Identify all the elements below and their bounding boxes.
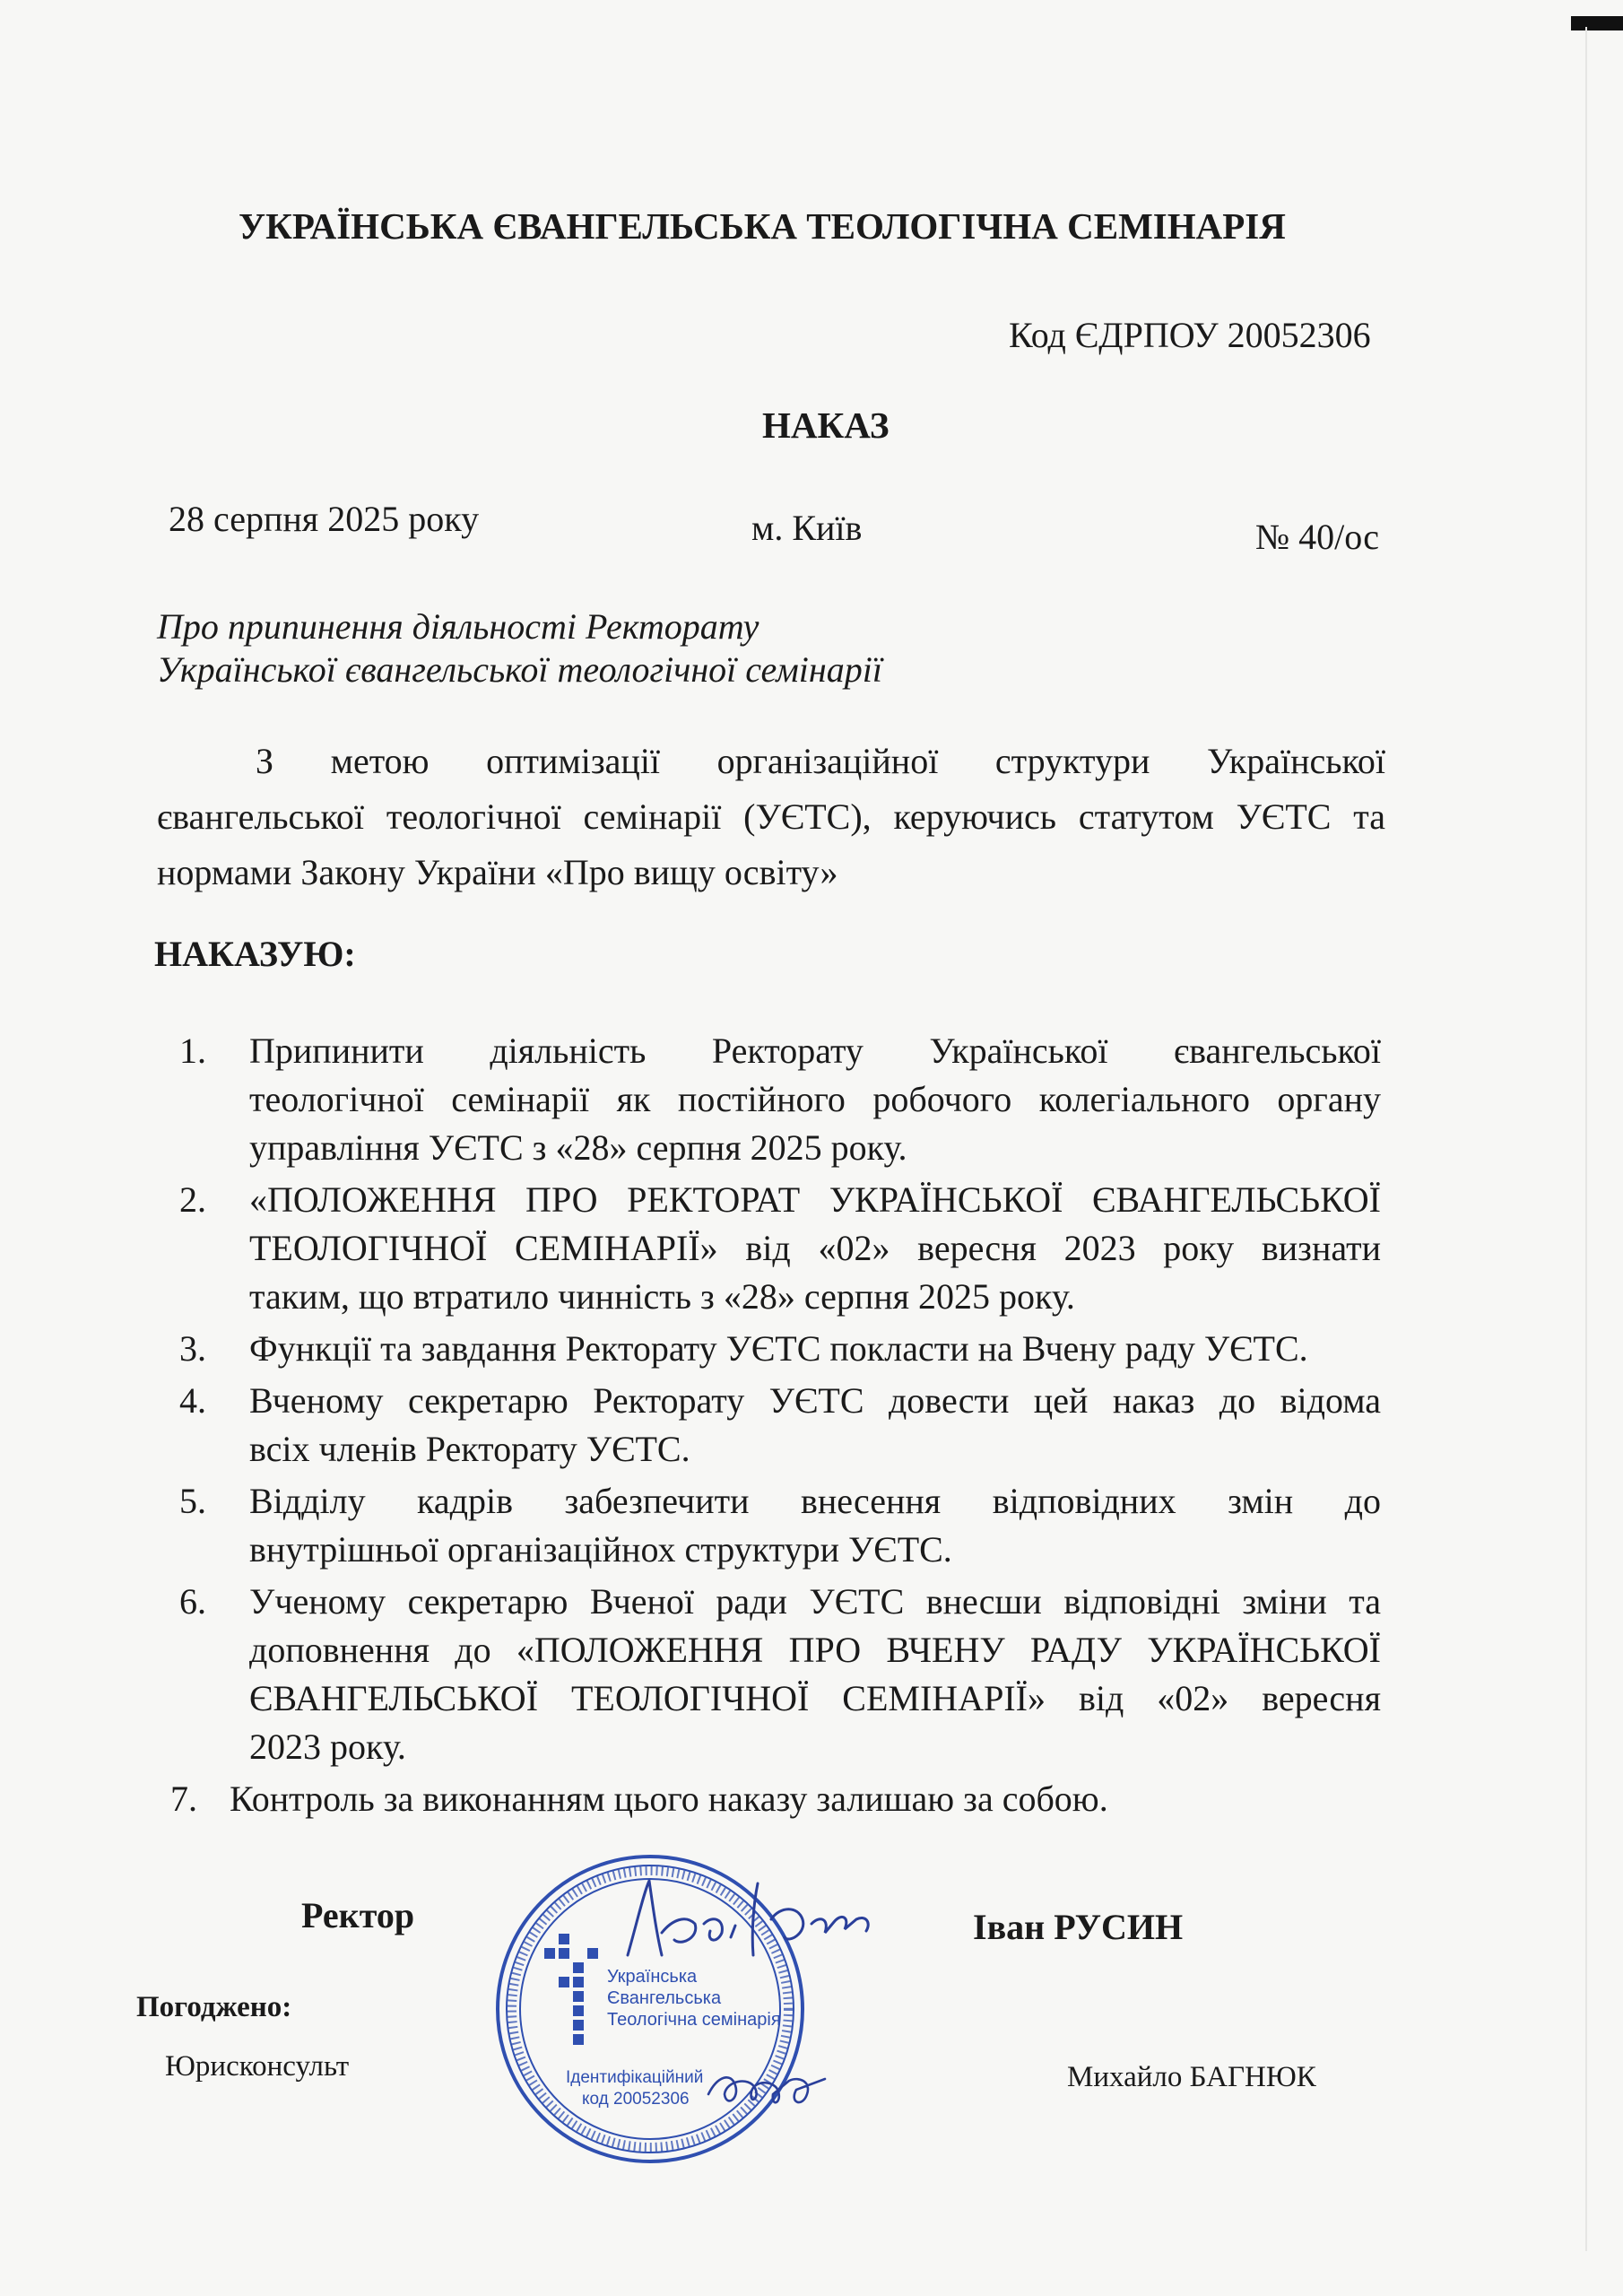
intro-paragraph [157, 734, 1385, 900]
order-item-line: Контроль за виконанням цього наказу залишаю за собою. [230, 1779, 1108, 1819]
order-item [179, 1027, 1381, 1172]
order-item-line: теологічної семінарії як постійного робочого колегіального органу [249, 1079, 1381, 1119]
document-date: 28 серпня 2025 року [169, 499, 480, 539]
order-item [179, 1377, 1381, 1474]
intro-line: євангельської теологічної семінарії (УЄТС), керуючись статутом УЄТС та [157, 796, 1385, 837]
order-item-number: 2. [179, 1179, 206, 1220]
document-type: НАКАЗ [762, 404, 890, 446]
subject-line: Української євангельської теологічної семінарії [157, 649, 882, 690]
order-item-number: 1. [179, 1031, 206, 1071]
order-item [170, 1775, 1381, 1823]
order-item-line: Функції та завдання Ректорату УЄТС покласти на Вчену раду УЄТС. [249, 1328, 1308, 1369]
stamp-text: Євангельська [607, 1988, 722, 2008]
document-city: м. Київ [751, 508, 863, 548]
order-item-number: 3. [179, 1328, 206, 1369]
jurist-label: Юрисконсульт [165, 2050, 350, 2083]
order-item [179, 1477, 1381, 1574]
order-item-line: доповнення до «ПОЛОЖЕННЯ ПРО ВЧЕНУ РАДУ УКРАЇНСЬКОЇ [249, 1630, 1381, 1670]
order-item-number: 5. [179, 1481, 206, 1521]
order-item [179, 1325, 1381, 1373]
rector-name: Іван РУСИН [973, 1907, 1184, 1947]
rector-signature [610, 1870, 879, 1978]
scan-edge-mark [1571, 16, 1623, 30]
jurist-signature [699, 2054, 834, 2126]
order-item-line: Ученому секретарю Вченої ради УЄТС внесши відповідні зміни та [249, 1581, 1381, 1622]
order-item-line: 2023 року. [249, 1726, 406, 1767]
order-heading: НАКАЗУЮ: [154, 934, 356, 974]
order-item-line: Відділу кадрів забезпечити внесення відповідних змін до [249, 1481, 1381, 1521]
intro-line: нормами Закону України «Про вищу освіту» [157, 852, 838, 892]
order-items-list [170, 1027, 1381, 1827]
order-item-line: «ПОЛОЖЕННЯ ПРО РЕКТОРАТ УКРАЇНСЬКОЇ ЄВАНГЕЛЬСЬКОЇ [249, 1179, 1381, 1220]
order-item [179, 1176, 1381, 1321]
order-item-number: 6. [179, 1581, 206, 1622]
order-item-line: управління УЄТС з «28» серпня 2025 року. [249, 1127, 907, 1168]
order-item-line: Припинити діяльність Ректорату Української євангельської [249, 1031, 1381, 1071]
stamp-text: Українська [607, 1967, 698, 1987]
order-item-number: 4. [179, 1380, 206, 1421]
order-item-line: ТЕОЛОГІЧНОЇ СЕМІНАРІЇ» від «02» вересня 2023 року визнати [249, 1228, 1381, 1268]
organization-title: УКРАЇНСЬКА ЄВАНГЕЛЬСЬКА ТЕОЛОГІЧНА СЕМІНАРІЯ [239, 205, 1286, 247]
stamp-logo [544, 1934, 598, 2045]
stamp-id-code: код 20052306 [582, 2090, 690, 2109]
order-item-line: всіх членів Ректорату УЄТС. [249, 1429, 690, 1469]
order-item-number: 7. [170, 1779, 197, 1819]
stamp-id-label: Ідентифікаційний [566, 2068, 704, 2087]
order-item-line: таким, що втратило чинність з «28» серпня 2025 року. [249, 1276, 1075, 1317]
stamp-text: Теологічна семінарія [607, 2010, 781, 2030]
subject-line: Про припинення діяльності Ректорату [157, 606, 759, 647]
order-item-line: внутрішньої організаційнох структури УЄТС. [249, 1529, 952, 1570]
order-item [179, 1578, 1381, 1771]
intro-line: З метою оптимізації організаційної структури Української [256, 741, 1385, 781]
order-item-line: Вченому секретарю Ректорату УЄТС довести цей наказ до відома [249, 1380, 1381, 1421]
agreed-label: Погоджено: [136, 1991, 292, 2023]
document-subject [157, 605, 882, 691]
document-number: № 40/ос [1255, 517, 1380, 557]
order-item-line: ЄВАНГЕЛЬСЬКОЇ ТЕОЛОГІЧНОЇ СЕМІНАРІЇ» від «02» вересня [249, 1678, 1381, 1718]
scan-edge-line [1585, 27, 1587, 2251]
rector-label: Ректор [301, 1895, 415, 1935]
edrpou-code: Код ЄДРПОУ 20052306 [1009, 315, 1371, 355]
jurist-name: Михайло БАГНЮК [1067, 2061, 1316, 2093]
